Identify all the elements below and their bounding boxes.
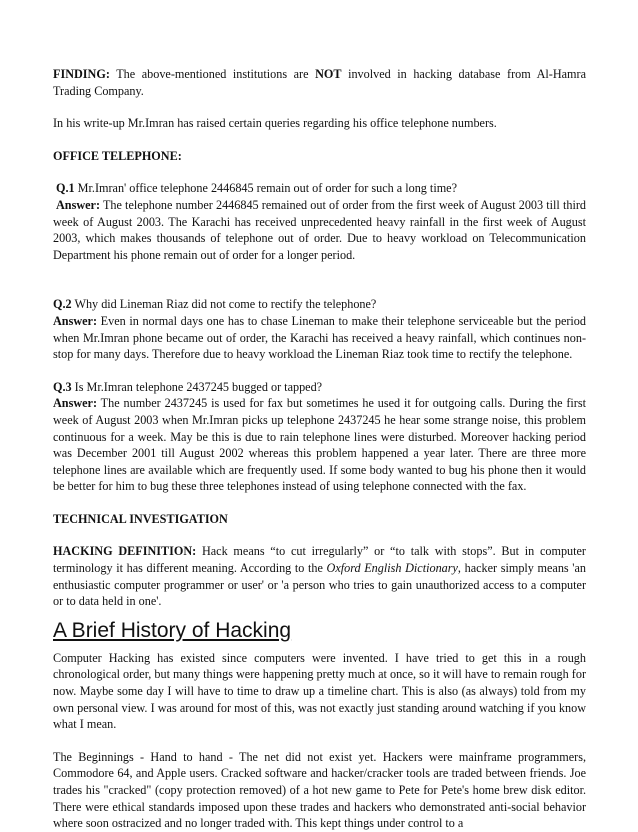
document-page — [53, 66, 586, 832]
hacking-definition-label: HACKING DEFINITION: — [53, 544, 197, 559]
q1-answer-label: Answer: — [56, 197, 101, 212]
q3-label: Q.3 — [53, 379, 72, 394]
writeup-intro: In his write-up Mr.Imran has raised certain queries regarding his office telephone numbers. — [53, 116, 497, 131]
q1-answer — [53, 197, 586, 263]
dictionary-source: Oxford English Dictionary — [326, 561, 458, 576]
finding-not-word: NOT — [315, 67, 342, 81]
q1-answer-text: The telephone number 2446845 remained out of order from the first week of August 2003 till third week of August 2003. The Karachi has received unprecedented heavy rainfall in the first week of August 2003, which makes thousands of telephone out of order. Due to heavy workload on Telecommunication Department his phone remain out of order for a longer period. — [53, 197, 586, 262]
hacking-definition-text-after: , hacker simply means 'an enthusiastic computer programmer or user' or 'a person who tries to gain unauthorized access to a computer or to data held in one'. — [53, 561, 586, 609]
office-telephone-heading: OFFICE TELEPHONE: — [53, 148, 182, 163]
q2-answer — [53, 313, 586, 363]
q3-question-text: Is Mr.Imran telephone 2437245 bugged or tapped? — [71, 379, 323, 394]
q2-answer-text: Even in normal days one has to chase Lineman to make their telephone serviceable but the period when Mr.Imran phone became out of order, the Karachi has received a heavy rainfall, which continues non-stop for many days. Therefore due to heavy workload the Lineman Riaz took time to rectify the telephone. — [53, 313, 586, 362]
q1-question — [53, 180, 586, 197]
q3-answer — [53, 395, 586, 495]
finding-paragraph — [53, 66, 586, 99]
q1-label: Q.1 — [56, 181, 75, 196]
q3-answer-label: Answer: — [53, 396, 98, 411]
q3-answer-text: The number 2437245 is used for fax but sometimes he used it for outgoing calls. During the first week of August 2003 when Mr.Imran picks up telephone 2437245 he hear some strange noise, this problem continuous for a week. May be this is due to rain telephone lines were disturbed. Moreover hacking period was December 2001 till August 2002 whereas this problem happened a year later. There are three more telephone lines are available which are frequently used. If some body wanted to bug his phone then it would be better for him to bug these three telephones instead of using telephone connected with the fax. — [53, 396, 586, 494]
history-title: A Brief History of Hacking — [53, 618, 292, 642]
hacking-definition-paragraph — [53, 543, 586, 609]
history-paragraph-2: The Beginnings - Hand to hand - The net did not exist yet. Hackers were mainframe programmers, Commodore 64, and Apple users. Cracked software and hacker/cracker tools are traded between friends. Joe trades his "cracked" (copy protection removed) of a hot new game to Pete for Pete's home brew disk editor. There were ethical standards imposed upon these trades and hackers who demonstrated anti-social behavior where soon ostracized and no longer traded with. This kept things under control to a — [53, 749, 586, 831]
history-paragraph-1: Computer Hacking has existed since computers were invented. I have tried to get this in a rough chronological order, but many things were happening pretty much at once, so it will have to remain rough for now. Maybe some day I will have to time to draw up a timeline chart. This is also (as always) told from my own personal view. I was around for most of this, was not exactly just standing around watching if you know what I mean. — [53, 650, 586, 732]
finding-text-before: The above-mentioned institutions are — [109, 67, 316, 81]
q2-label: Q.2 — [53, 297, 72, 312]
technical-investigation-heading: TECHNICAL INVESTIGATION — [53, 511, 228, 526]
finding-text-after: involved in hacking database from Al-Hamra Trading Company. — [53, 67, 586, 98]
q1-question-text: Mr.Imran' office telephone 2446845 remain out of order for such a long time? — [74, 181, 458, 196]
hacking-definition-text-before: Hack means “to cut irregularly” or “to talk with stops”. But in computer terminology it has different meaning. According to the — [53, 544, 586, 576]
q3-question — [53, 379, 586, 396]
finding-label: FINDING: — [53, 67, 110, 81]
q2-question-text: Why did Lineman Riaz did not come to rectify the telephone? — [71, 297, 377, 312]
q2-question — [53, 296, 586, 313]
q2-answer-label: Answer: — [53, 313, 98, 328]
